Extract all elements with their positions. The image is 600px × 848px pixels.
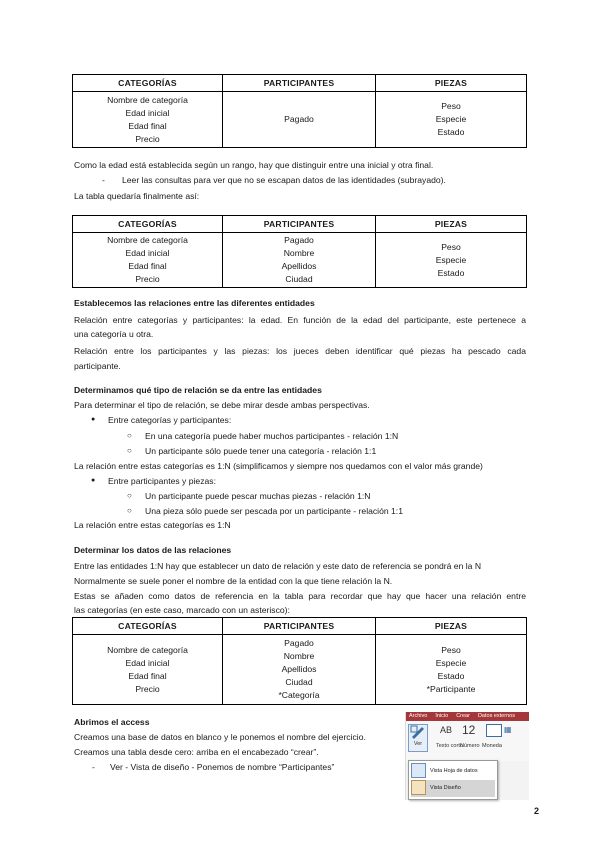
circle-bullet: ○ — [127, 491, 132, 500]
field: Ciudad — [285, 677, 313, 687]
moneda-label: Moneda — [482, 743, 502, 749]
field: Peso — [441, 644, 461, 655]
ribbon-tab[interactable]: Crear — [456, 713, 470, 719]
cell-participantes — [223, 233, 376, 288]
menu-item-design-view[interactable] — [411, 780, 495, 797]
heading-relaciones: Establecemos las relaciones entre las diferentes entidades — [74, 298, 315, 308]
field: Ciudad — [285, 274, 313, 284]
sub-bullet-4: Una pieza sólo puede ser pescada por un participante - relación 1:1 — [145, 506, 403, 516]
field: Nombre de categoría — [107, 235, 188, 245]
field: Pagado — [284, 638, 314, 648]
cell-participantes — [223, 92, 376, 148]
circle-bullet: ○ — [127, 431, 132, 440]
numero-label: Número — [460, 743, 480, 749]
header-categorias: CATEGORÍAS — [73, 75, 223, 92]
dash-bullet: - — [102, 175, 105, 185]
design-view-icon — [411, 780, 426, 795]
header-piezas: PIEZAS — [376, 75, 527, 92]
ver-label: Ver — [413, 741, 423, 747]
page-number: 2 — [534, 806, 540, 816]
field: Apellidos — [281, 261, 317, 271]
header-participantes: PARTICIPANTES — [223, 75, 376, 92]
sub-bullet-1: En una categoría puede haber muchos participantes - relación 1:N — [145, 431, 399, 441]
para-rel-line1: Relación entre categorías y participantes: la edad. En función de la edad del participante, este pertenece a — [74, 315, 526, 325]
field: Edad final — [128, 261, 167, 271]
menu-item-datasheet-view[interactable] — [411, 763, 495, 780]
field: Estado — [437, 267, 465, 278]
bullet-cat-part: Entre categorías y participantes: — [108, 415, 232, 425]
entities-table-3 — [72, 617, 527, 705]
field: Apellidos — [281, 664, 317, 674]
ribbon-tabs — [406, 712, 529, 721]
para-access-line2: Creamos una tabla desde cero: arriba en el encabezado “crear”. — [74, 747, 319, 757]
result-part-piezas: La relación entre estas categorías es 1:N — [74, 520, 231, 530]
ribbon-tab[interactable]: Datos externos — [477, 713, 515, 719]
cell-categorias — [73, 92, 223, 148]
header-piezas: PIEZAS — [376, 216, 527, 233]
menu-item-label: Vista Hoja de datos — [430, 768, 478, 774]
heading-datos: Determinar los datos de las relaciones — [74, 545, 232, 555]
ribbon-tab[interactable]: Inicio — [435, 713, 449, 719]
para-edad: Como la edad está establecida según un rango, hay que distinguir entre una inicial y otra final. — [74, 160, 434, 170]
dot-bullet: ● — [91, 416, 96, 423]
field: Edad inicial — [125, 248, 170, 258]
field: Pagado — [284, 235, 314, 245]
circle-bullet: ○ — [127, 446, 132, 455]
ver-button[interactable] — [408, 724, 428, 752]
header-participantes: PARTICIPANTES — [223, 216, 376, 233]
para-datos-line4: las categorías (en este caso, marcado con un asterisco): — [74, 605, 290, 615]
para-consultas: Leer las consultas para ver que no se escapan datos de las identidades (subrayado). — [122, 175, 446, 185]
short-text-icon[interactable]: AB — [440, 725, 453, 735]
para-rel-line2: una categoría u otra. — [74, 329, 154, 339]
field: Edad final — [128, 670, 167, 681]
bullet-part-piezas: Entre participantes y piezas: — [108, 476, 216, 486]
field: Peso — [441, 241, 461, 252]
heading-tipo: Determinamos qué tipo de relación se da entre las entidades — [74, 385, 322, 395]
ribbon-body — [406, 721, 529, 761]
para-access-line1: Creamos una base de datos en blanco y le ponemos el nombre del ejercicio. — [74, 732, 366, 742]
datasheet-icon — [411, 763, 426, 778]
dash-bullet: - — [92, 762, 95, 772]
view-dropdown-menu — [408, 760, 498, 800]
field: *Participante — [426, 683, 476, 694]
para-access-line3: Ver - Vista de diseño - Ponemos de nombre “Participantes” — [110, 762, 335, 772]
para-tabla-final: La tabla quedaría finalmente así: — [74, 191, 200, 201]
field: Nombre — [283, 651, 315, 661]
date-field-icon[interactable]: ▦ — [504, 725, 512, 734]
sub-bullet-2: Un participante sólo puede tener una categoría - relación 1:1 — [145, 446, 377, 456]
header-categorias: CATEGORÍAS — [73, 618, 223, 635]
entities-table-2 — [72, 215, 527, 288]
field: Precio — [135, 274, 160, 284]
field: Nombre de categoría — [107, 644, 188, 655]
heading-access: Abrimos el access — [74, 717, 150, 727]
field: Edad inicial — [125, 657, 170, 668]
header-participantes: PARTICIPANTES — [223, 618, 376, 635]
sub-bullet-3: Un participante puede pescar muchas piezas - relación 1:N — [145, 491, 371, 501]
number-icon[interactable]: 12 — [462, 723, 476, 737]
field: Nombre — [283, 248, 315, 258]
cell-piezas — [376, 92, 527, 148]
dot-bullet: ● — [91, 477, 96, 484]
currency-icon[interactable] — [486, 724, 502, 737]
field: Estado — [437, 670, 465, 681]
para-datos-line2: Normalmente se suele poner el nombre de la entidad con la que tiene relación la N. — [74, 576, 393, 586]
ribbon-tab[interactable]: Archivo — [409, 713, 428, 719]
field: Precio — [135, 133, 160, 144]
field: Pagado — [284, 114, 314, 124]
field: Edad inicial — [125, 107, 170, 118]
entities-table-1 — [72, 74, 527, 148]
header-categorias: CATEGORÍAS — [73, 216, 223, 233]
para-perspectivas: Para determinar el tipo de relación, se debe mirar desde ambas perspectivas. — [74, 400, 370, 410]
field: Especie — [435, 114, 467, 124]
field: Edad final — [128, 120, 167, 131]
cell-piezas — [376, 233, 527, 288]
para-datos-line1: Entre las entidades 1:N hay que establecer un dato de relación y este dato de referencia se pondrá en la N — [74, 561, 482, 571]
design-view-icon — [410, 725, 426, 739]
field: Precio — [135, 683, 160, 694]
cell-categorias — [73, 635, 223, 705]
field: Especie — [435, 657, 467, 668]
field: Peso — [441, 101, 461, 111]
cell-participantes — [223, 635, 376, 705]
circle-bullet: ○ — [127, 506, 132, 515]
cell-categorias — [73, 233, 223, 288]
result-cat-part: La relación entre estas categorías es 1:N (simplificamos y siempre nos quedamos con el valor más grande) — [74, 461, 483, 471]
cell-piezas — [376, 635, 527, 705]
texto-corto-label: Texto corto — [436, 743, 463, 749]
field: Estado — [437, 127, 465, 137]
para-rel-line4: participante. — [74, 361, 121, 371]
menu-item-label: Vista Diseño — [430, 785, 461, 791]
header-piezas: PIEZAS — [376, 618, 527, 635]
field: Nombre de categoría — [107, 94, 188, 105]
para-datos-line3: Estas se añaden como datos de referencia en la tabla para recordar que hay que hacer una relación entre — [74, 591, 526, 601]
para-rel-line3: Relación entre los participantes y las piezas: los jueces deben identificar qué piezas ha pescado cada — [74, 346, 526, 356]
field: *Categoría — [278, 690, 320, 700]
field: Especie — [435, 254, 467, 265]
